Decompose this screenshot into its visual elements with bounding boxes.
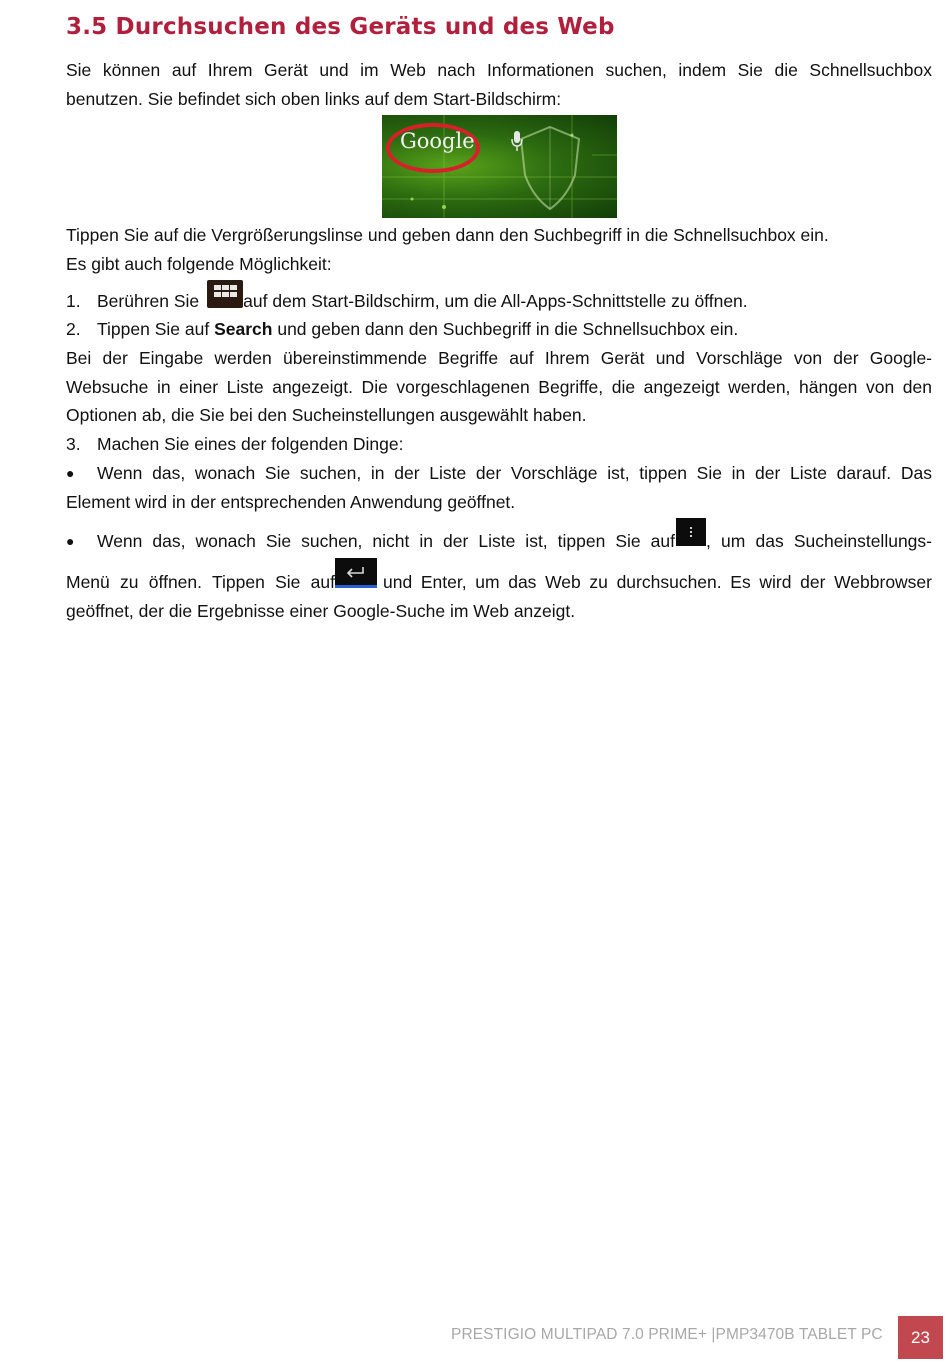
enter-icon — [335, 558, 377, 588]
step-2 — [66, 315, 932, 344]
input-line-2: Websuche in einer Liste angezeigt. Die vorgeschlagenen Begriffe, die angezeigt werden, hängen von den — [66, 377, 932, 397]
google-search-label: Google — [400, 129, 475, 153]
also-text: Es gibt auch folgende Möglichkeit: — [66, 254, 332, 274]
input-line-1: Bei der Eingabe werden übereinstimmende Begriffe auf Ihrem Gerät und Vorschläge von der Google- — [66, 348, 932, 368]
bullet-dot: ● — [66, 465, 75, 481]
input-line-3: Optionen ab, die Sie bei den Sucheinstellungen ausgewählt haben. — [66, 405, 587, 425]
step-3 — [66, 430, 932, 459]
menu-icon — [676, 518, 706, 546]
step-2-pre: Tippen Sie auf — [97, 319, 210, 339]
step-1 — [66, 287, 932, 316]
bullet-1-line-1: ● Wenn das, wonach Sie suchen, in der Liste der Vorschläge ist, tippen Sie in der Liste darauf. Das — [66, 459, 932, 488]
step-2-number: 2. — [66, 319, 81, 339]
section-title: 3.5 Durchsuchen des Geräts und des Web — [66, 14, 615, 40]
intro-line-2: benutzen. Sie befindet sich oben links auf dem Start-Bildschirm: — [66, 89, 562, 109]
step-2-post: und geben dann den Suchbegriff in die Schnellsuchbox ein. — [277, 319, 739, 339]
step-3-text: Machen Sie eines der folgenden Dinge: — [97, 434, 404, 454]
step-3-number: 3. — [66, 434, 81, 454]
bullet-2-line-3: geöffnet, der die Ergebnisse einer Google-Suche im Web anzeigt. — [66, 601, 576, 621]
step-1-post: auf dem Start-Bildschirm, um die All-Apps-Schnittstelle zu öffnen. — [243, 291, 748, 311]
page-number: 23 — [898, 1316, 943, 1359]
home-screen-search-screenshot — [382, 115, 617, 218]
step-1-number: 1. — [66, 291, 81, 311]
bullet-2-line-1: ● Wenn das, wonach Sie suchen, nicht in der Liste ist, tippen Sie auf , um das Sucheinstellungs- — [66, 527, 932, 556]
bullet-2-line-2: Menü zu öffnen. Tippen Sie auf und Enter, um das Web zu durchsuchen. Es wird der Webbrowser — [66, 572, 932, 592]
intro-line-1: Sie können auf Ihrem Gerät und im Web nach Informationen suchen, indem Sie die Schnellsuchbox — [66, 60, 932, 80]
step-1-pre: Berühren Sie — [97, 291, 200, 311]
bullet-dot: ● — [66, 533, 75, 549]
search-keyword: Search — [214, 319, 273, 339]
bullet-1-line-2: Element wird in der entsprechenden Anwendung geöffnet. — [66, 492, 516, 512]
microphone-icon — [510, 129, 524, 153]
footer-text: PRESTIGIO MULTIPAD 7.0 PRIME+ |PMP3470B TABLET PC — [451, 1326, 883, 1343]
shield-icon — [515, 123, 585, 213]
all-apps-icon — [207, 280, 243, 308]
tap-lens-text: Tippen Sie auf die Vergrößerungslinse und geben dann den Suchbegriff in die Schnellsuchbox ein. — [66, 225, 829, 245]
